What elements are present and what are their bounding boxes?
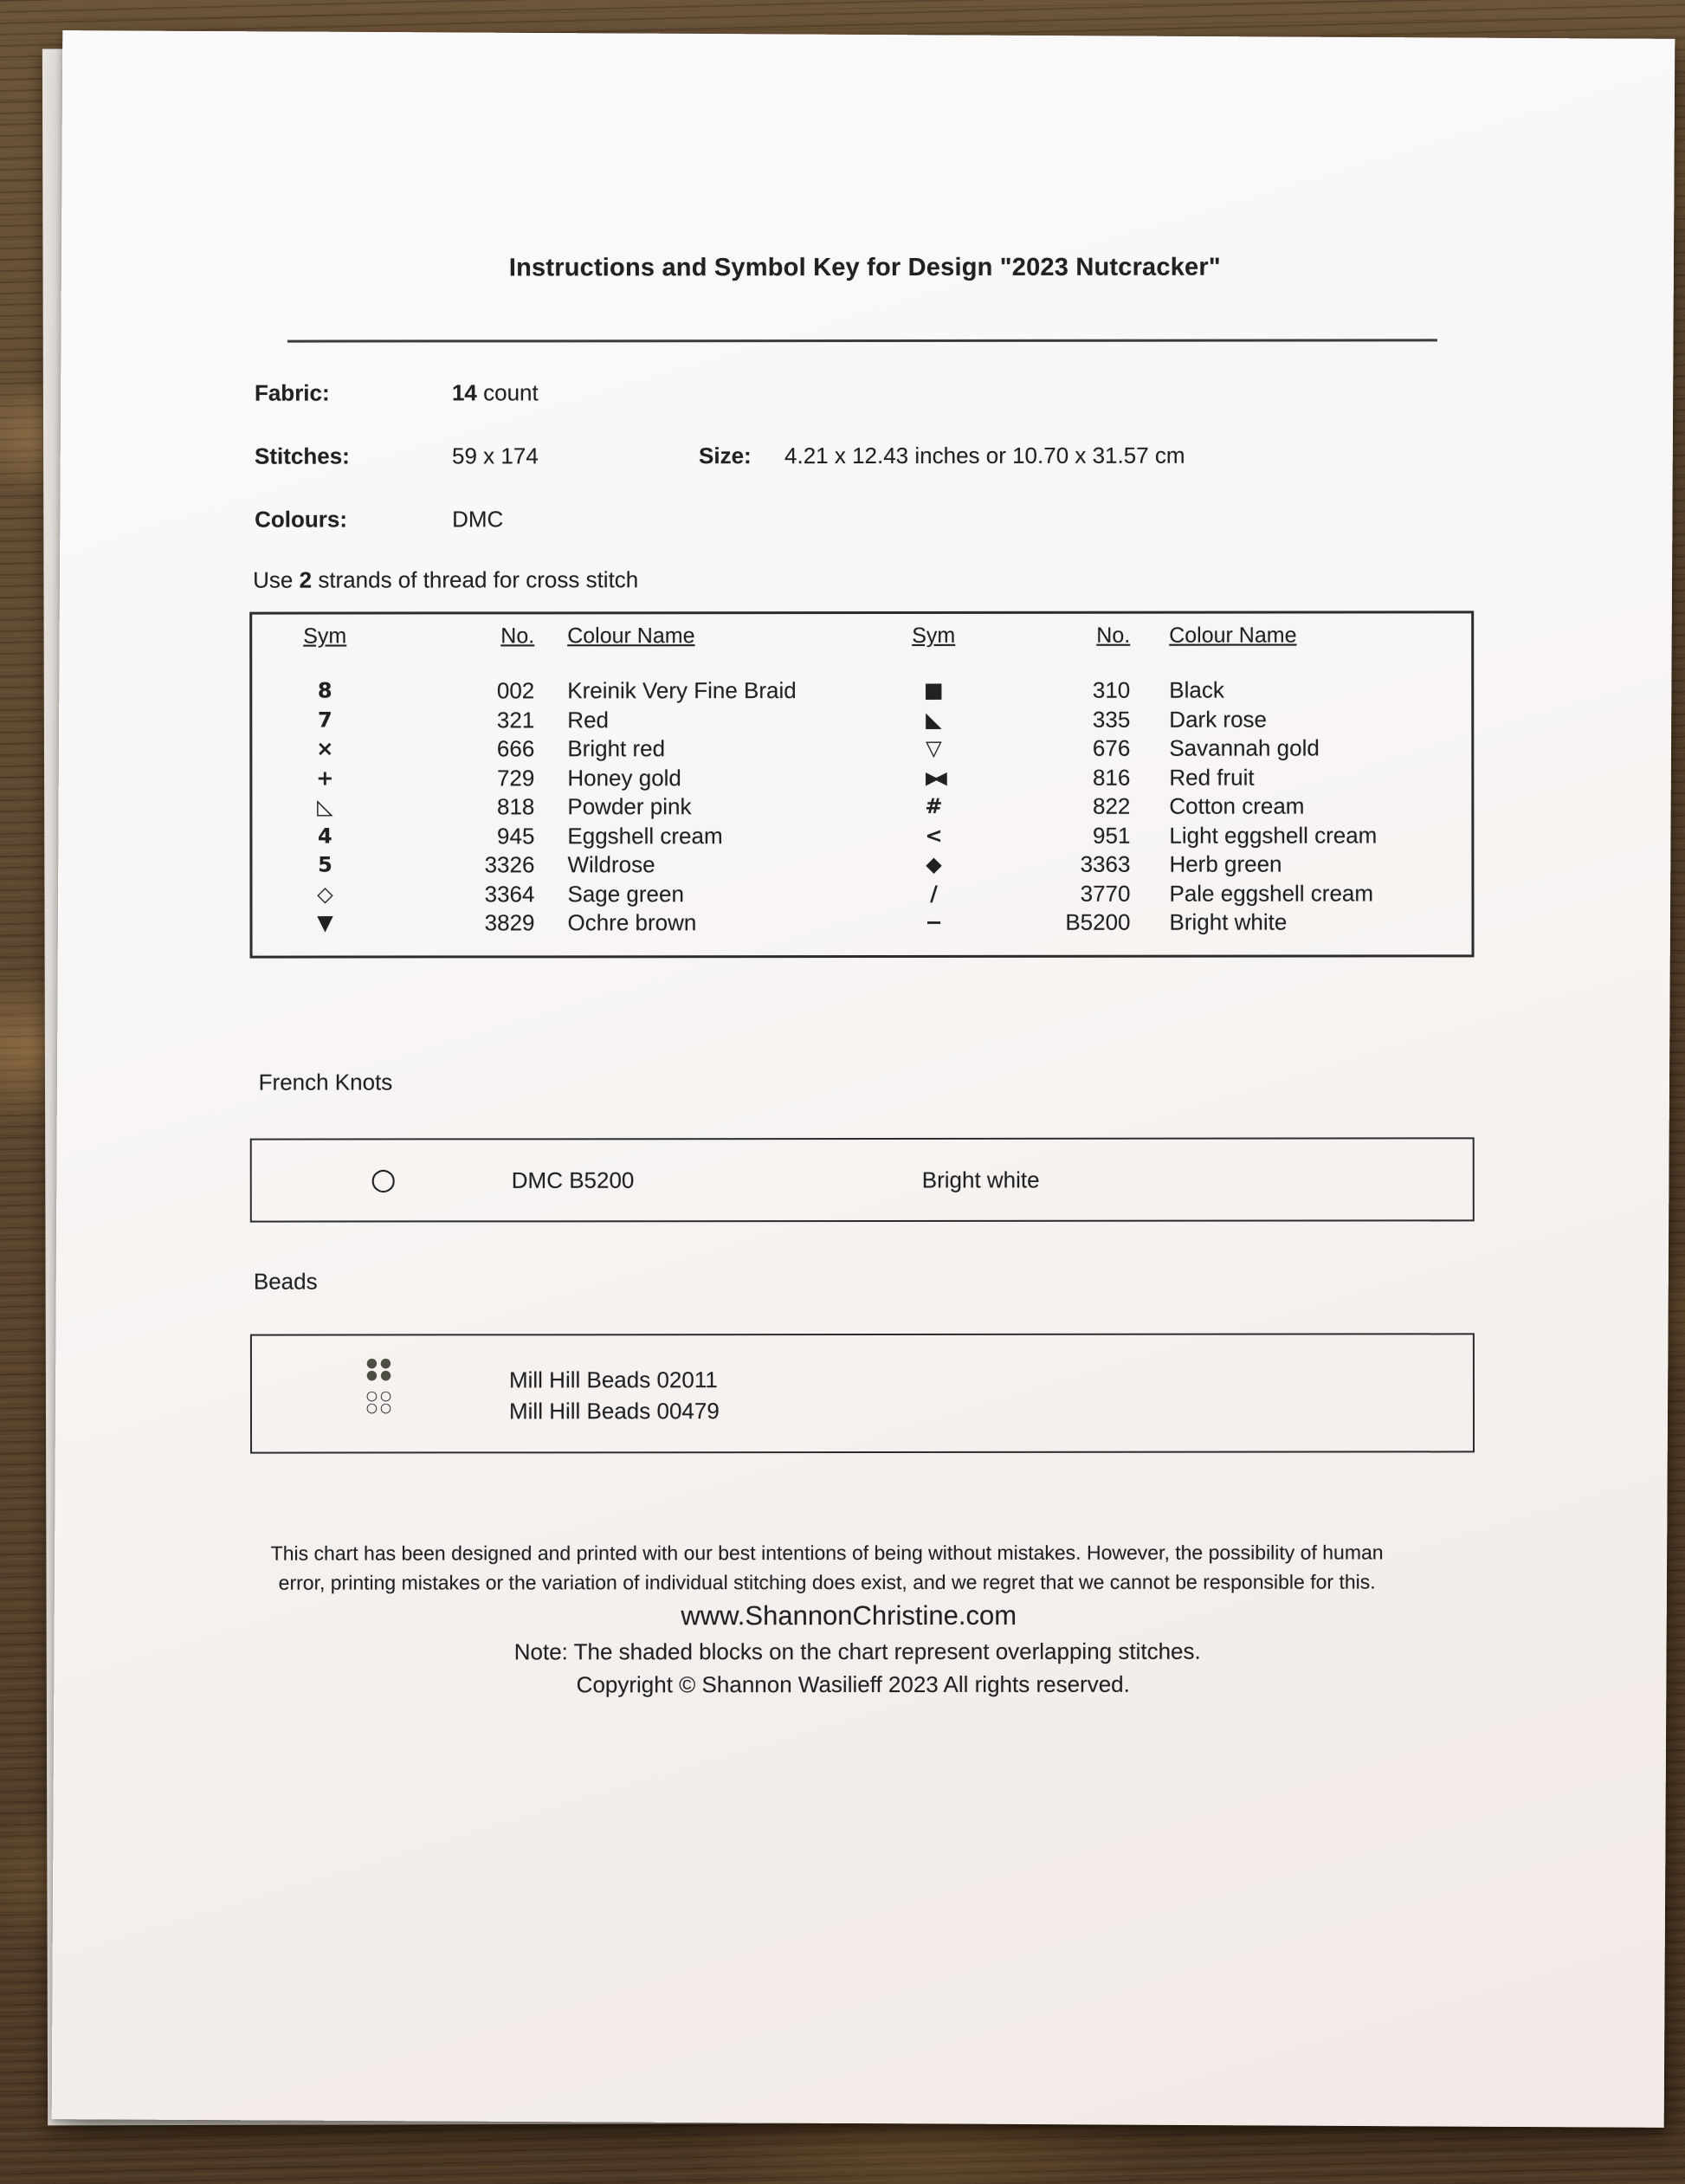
dmc-number: 816 (1092, 764, 1131, 791)
fabric-count-unit: count (476, 379, 539, 406)
dmc-number: B5200 (1065, 908, 1131, 935)
paper-sheet (52, 30, 1675, 2128)
printed-content (59, 34, 1673, 2124)
dmc-number: 002 (496, 677, 535, 704)
symbol-cell: ◣ (926, 707, 942, 732)
four-filled-dots-icon: ●● ●● (365, 1354, 395, 1383)
disclaimer-line-1: This chart has been designed and printed with our best intentions of being without mistakes. However, the possibility of human (270, 1541, 1384, 1565)
symbol-cell: 8 (317, 678, 332, 703)
colour-name: Kreinik Very Fine Braid (567, 677, 797, 704)
dmc-number: 321 (496, 706, 535, 733)
dmc-number: 3364 (484, 880, 535, 907)
colour-name: Sage green (567, 880, 684, 907)
symbol-cell: − (925, 909, 943, 934)
dmc-number: 335 (1092, 706, 1131, 733)
french-knot-thread-code: DMC B5200 (511, 1166, 635, 1193)
symbol-cell: + (316, 766, 334, 791)
header-no-left: No. (500, 624, 535, 649)
colour-name: Light eggshell cream (1169, 821, 1378, 849)
colour-name: Black (1169, 676, 1224, 703)
header-sym-left: Sym (303, 624, 347, 649)
symbol-cell: / (930, 881, 938, 906)
header-sym-right: Sym (912, 623, 956, 648)
strands-note-count: 2 (299, 566, 313, 593)
shaded-blocks-note: Note: The shaded blocks on the chart represent overlapping stitches. (513, 1638, 1201, 1665)
colour-name: Pale eggshell cream (1169, 879, 1374, 907)
symbol-cell: 7 (317, 708, 332, 733)
dmc-number: 818 (496, 793, 535, 820)
stitches-label: Stitches: (255, 443, 350, 469)
colour-name: Red (567, 706, 610, 733)
french-knot-circle-icon: ○ (370, 1161, 397, 1197)
size-label: Size: (699, 443, 752, 469)
french-knot-colour-name: Bright white (921, 1166, 1040, 1192)
dmc-number: 3326 (484, 851, 535, 878)
colour-name: Dark rose (1169, 706, 1268, 733)
symbol-cell: # (925, 793, 943, 818)
header-colour-name-right: Colour Name (1169, 623, 1297, 648)
symbol-cell: ■ (923, 677, 944, 702)
dmc-number: 666 (496, 735, 535, 762)
colour-name: Red fruit (1169, 764, 1255, 791)
colour-name: Bright red (567, 735, 666, 762)
dmc-number: 729 (496, 764, 535, 791)
dmc-number: 951 (1093, 822, 1131, 849)
four-open-circles-icon: ○○ ○○ (365, 1387, 395, 1416)
colour-name: Powder pink (567, 793, 692, 820)
colour-name: Eggshell cream (567, 822, 723, 849)
colours-label: Colours: (255, 506, 347, 533)
colour-name: Bright white (1169, 908, 1288, 935)
dmc-number: 3363 (1080, 850, 1131, 877)
size-value: 4.21 x 12.43 inches or 10.70 x 31.57 cm (784, 442, 1185, 469)
french-knots-heading: French Knots (258, 1069, 393, 1095)
colours-value: DMC (452, 506, 504, 533)
strands-note-post: strands of thread for cross stitch (312, 566, 639, 593)
colour-name: Honey gold (567, 764, 681, 791)
beads-heading: Beads (253, 1268, 318, 1295)
bead-name: Mill Hill Beads 02011 (508, 1367, 718, 1393)
stitches-value: 59 x 174 (452, 443, 539, 469)
website-url: www.ShannonChristine.com (681, 1599, 1017, 1632)
symbol-cell: ◇ (317, 882, 333, 907)
disclaimer-line-2: error, printing mistakes or the variation of individual stitching does exist, and we regret that we cannot be responsible for this. (278, 1570, 1376, 1594)
colour-name: Cotton cream (1169, 792, 1305, 819)
header-colour-name-left: Colour Name (567, 624, 695, 649)
symbol-cell: × (316, 736, 334, 761)
symbol-cell: ▶◀ (925, 766, 942, 788)
fabric-label: Fabric: (254, 379, 330, 406)
copyright-line: Copyright © Shannon Wasilieff 2023 All rights reserved. (576, 1670, 1130, 1698)
symbol-cell: ◺ (317, 794, 333, 819)
symbol-cell: ▼ (317, 910, 333, 935)
colour-name: Wildrose (567, 851, 655, 878)
dmc-number: 676 (1092, 734, 1131, 761)
dmc-number: 3770 (1080, 880, 1131, 907)
symbol-cell: ▽ (926, 735, 942, 760)
footer (20, 34, 1634, 2124)
colour-name: Herb green (1169, 850, 1282, 877)
dmc-number: 310 (1092, 676, 1131, 703)
symbol-cell: ◆ (926, 851, 942, 876)
symbol-cell: 5 (318, 852, 332, 877)
page-title: Instructions and Symbol Key for Design "2023 Nutcracker" (508, 253, 1221, 282)
colour-name: Ochre brown (567, 909, 697, 936)
dmc-number: 822 (1092, 792, 1131, 819)
colour-name: Savannah gold (1169, 734, 1320, 761)
symbol-cell: < (925, 823, 943, 848)
dmc-number: 3829 (484, 909, 535, 936)
bead-name: Mill Hill Beads 00479 (508, 1398, 720, 1425)
symbol-cell: 4 (318, 824, 332, 849)
strands-note-pre: Use (253, 566, 300, 593)
header-no-right: No. (1096, 623, 1131, 648)
dmc-number: 945 (497, 822, 535, 849)
fabric-count-number: 14 (451, 379, 477, 406)
